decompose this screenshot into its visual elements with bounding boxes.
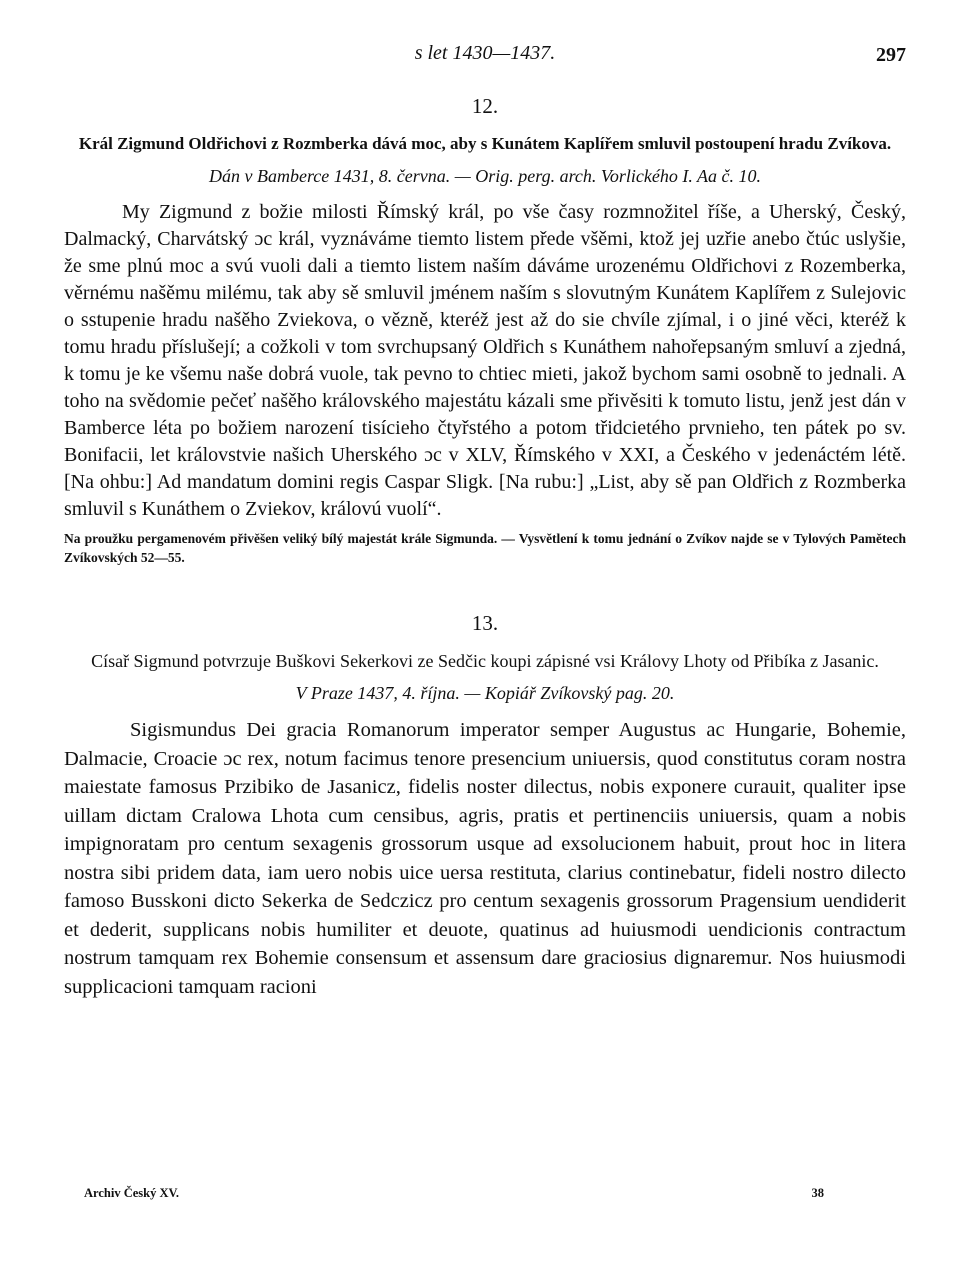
page-number: 297	[876, 44, 906, 66]
signature-left: Archiv Český XV.	[84, 1186, 180, 1200]
document-12	[64, 94, 906, 567]
document-dating: V Praze 1437, 4. října. — Kopiář Zvíkovský pag. 20.	[295, 683, 675, 703]
running-title: s let 1430—1437.	[414, 42, 556, 64]
document-dating: Dán v Bamberce 1431, 8. června. — Orig. perg. arch. Vorlického I. Aa č. 10.	[208, 166, 762, 186]
document-regest: Král Zigmund Oldřichovi z Rozmberka dává moc, aby s Kunátem Kaplířem smluvil postoupení hradu Zvíkova.	[78, 134, 892, 153]
section-gap	[64, 567, 906, 611]
document-text: Sigismundus Dei gracia Romanorum imperator semper Augustus ac Hungarie, Bohemie, Dalmacie, Croacie ɔc rex, notum facimus tenore presencium uniuersis, quod constitutus coram nostra maiestate famosus Przibiko de Jasanicz, fidelis noster dilectus, nobis exponere curauit, qualiter ipse uillam dictam Cralowa Lhota cum censibus, agris, pratis et pertinenciis uniuersis, quam a nobis impignoratam pro centum sexagenis grossorum usque ad exsolucionem habuit, prout hoc in litera nostra sibi pridem data, iam uero nobis uice uersa restituta, clarius continebatur, fideli nostro dilecto famoso Busskoni dicto Sekerka de Sedczicz pro centum sexagenis grossorum Pragensium uendiderit et dederit, supplicans nobis humiliter et deuote, quatinus ad huiusmodi uendicionis contractum nostrum tamquam rex Bohemie consensum et assensum dare graciosius dignaremur. Nos huiusmodi supplicacioni tamquam racioni	[64, 719, 906, 998]
document-13	[64, 611, 906, 1001]
document-regest: Císař Sigmund potvrzuje Buškovi Sekerkovi ze Sedčic koupi zápisné vsi Královy Lhoty od Přibíka z Jasanic.	[91, 651, 879, 671]
page	[64, 40, 906, 1001]
document-text: My Zigmund z božie milosti Římský král, po vše časy rozmnožitel říše, a Uherský, Český, Dalmacký, Charvátský ɔc král, vyznáváme tiemto listem přede všěmi, ktož jej uzřie anebo čtúc uslyšie, že sme plnú moc a svú vuoli dali a tiemto listem naším dáváme urozenému Oldřichovi z Rozemberka, věrnému našěmu milému, tak aby sě smluvil jménem naším s slovutným Kunátem Kaplířem z Sulejovic o sstupenie hradu našěho Zviekova, o vězně, kteréž jest až do sie chvíle zjímal, i o jiné věci, kteréž k tomu hradu příslušejí; a cožkoli v tom svrchupsaný Oldřich s Kunáthem nahořepsaným smluví a zjedná, k tomu je ke všemu naše dobrá vuole, tak pevno to chtiec mieti, jakož bychom sami osobně to jednali. A toho na svědomie pečeť našěho královského majestátu kázali sme přivěsiti k tomuto listu, jenž jest dán v Bamberce léta po božiem narození tisícieho čtyřstého a potom třidcietého prvnieho, ten pátek po sv. Bonifacii, let královstvie našich Uherského ɔc v XLV, Římského v XXI, a Českého v jedenáctém létě. [Na ohbu:] Ad mandatum domini regis Caspar Sligk. [Na rubu:] „List, aby sě pan Oldřich z Rozmberka smluvil s Kunáthem o Zviekov, královú vuolí“.	[64, 201, 906, 520]
document-number: 12.	[471, 94, 499, 118]
running-head	[64, 40, 906, 76]
document-note: Na proužku pergamenovém přivěšen veliký bílý majestát krále Sigmunda. — Vysvětlení k tomu jednání o Zvíkov najde se v Tylových Pamětech Zvíkovských 52—55.	[64, 531, 906, 565]
signature-right: 38	[811, 1186, 824, 1200]
document-number: 13.	[471, 611, 499, 635]
